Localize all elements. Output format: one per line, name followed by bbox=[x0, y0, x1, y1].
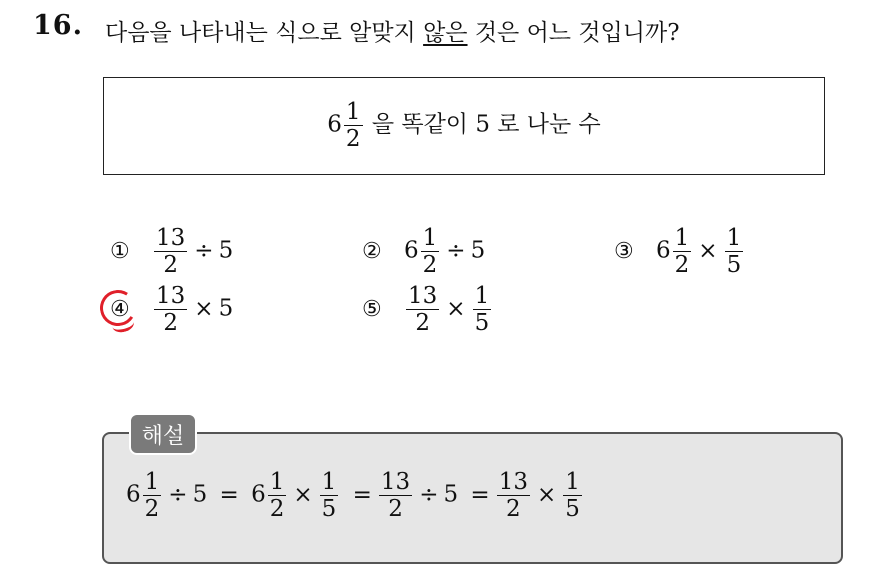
choice-marker: ③ bbox=[614, 238, 634, 264]
mixed-whole: 6 bbox=[126, 481, 141, 508]
operand: 5 bbox=[470, 237, 486, 264]
fraction-numerator: 1 bbox=[321, 469, 337, 495]
choice-marker: ① bbox=[110, 238, 130, 264]
solution-fraction bbox=[497, 470, 530, 521]
question-text-underlined: 않은 bbox=[423, 20, 468, 46]
problem-box bbox=[103, 77, 825, 175]
choice-fraction bbox=[406, 284, 439, 335]
fraction-numerator: 1 bbox=[144, 469, 160, 495]
fraction-denominator: 2 bbox=[388, 496, 403, 523]
mixed-whole: 6 bbox=[656, 237, 671, 264]
solution-equation bbox=[126, 470, 584, 521]
fraction-numerator: 1 bbox=[269, 469, 285, 495]
problem-text: 을 똑같이 5 로 나눈 수 bbox=[371, 111, 601, 138]
operator: × bbox=[698, 237, 718, 264]
choice-fraction bbox=[154, 284, 187, 335]
operator: ÷ bbox=[446, 237, 466, 264]
question-text bbox=[105, 14, 680, 47]
choice-marker: ④ bbox=[110, 296, 130, 322]
fraction-numerator: 13 bbox=[408, 283, 438, 309]
operand: 5 bbox=[443, 481, 459, 508]
question-text-before: 다음을 나타내는 식으로 알맞지 bbox=[105, 20, 424, 46]
fraction-numerator: 13 bbox=[498, 469, 528, 495]
fraction-denominator: 5 bbox=[726, 252, 742, 279]
problem-statement bbox=[104, 100, 824, 151]
operand: 5 bbox=[192, 481, 208, 508]
choice-fraction bbox=[673, 226, 692, 277]
fraction-numerator: 1 bbox=[474, 283, 490, 309]
choice-fraction bbox=[421, 226, 440, 277]
fraction-numerator: 1 bbox=[674, 225, 690, 251]
solution-tag: 해설 bbox=[129, 413, 197, 455]
equals-sign: = bbox=[352, 481, 372, 508]
choice-5[interactable] bbox=[362, 284, 493, 335]
fraction-numerator: 13 bbox=[156, 225, 186, 251]
fraction-numerator: 1 bbox=[726, 225, 742, 251]
mixed-whole: 6 bbox=[404, 237, 419, 264]
operand: 5 bbox=[218, 237, 234, 264]
solution-fraction bbox=[563, 470, 582, 521]
solution-fraction bbox=[320, 470, 339, 521]
mixed-whole: 6 bbox=[251, 481, 266, 508]
operator: ÷ bbox=[419, 481, 439, 508]
equals-sign: = bbox=[470, 481, 490, 508]
solution-fraction bbox=[143, 470, 162, 521]
fraction-denominator: 2 bbox=[345, 126, 361, 153]
operator: × bbox=[446, 295, 466, 322]
fraction-denominator: 2 bbox=[422, 252, 438, 279]
fraction-denominator: 2 bbox=[506, 496, 521, 523]
fraction-numerator: 1 bbox=[422, 225, 438, 251]
mixed-fraction bbox=[344, 100, 363, 151]
fraction-numerator: 1 bbox=[345, 99, 361, 125]
fraction-denominator: 2 bbox=[269, 496, 285, 523]
operator: × bbox=[293, 481, 313, 508]
fraction-numerator: 13 bbox=[380, 469, 411, 495]
equals-sign: = bbox=[219, 481, 239, 508]
choice-marker: ⑤ bbox=[362, 296, 382, 322]
operator: × bbox=[536, 481, 557, 508]
fraction-denominator: 5 bbox=[565, 496, 580, 523]
fraction-denominator: 2 bbox=[163, 252, 178, 279]
choice-2[interactable] bbox=[362, 226, 485, 277]
solution-fraction bbox=[268, 470, 287, 521]
operator: ÷ bbox=[194, 237, 214, 264]
operand-fraction bbox=[473, 284, 492, 335]
operand: 5 bbox=[218, 295, 234, 322]
solution-fraction bbox=[379, 470, 412, 521]
fraction-denominator: 2 bbox=[144, 496, 160, 523]
question-text-after: 것은 어느 것입니까? bbox=[467, 20, 680, 46]
operator: × bbox=[194, 295, 214, 322]
fraction-denominator: 2 bbox=[415, 310, 430, 337]
choice-3[interactable] bbox=[614, 226, 745, 277]
fraction-denominator: 5 bbox=[474, 310, 490, 337]
fraction-denominator: 5 bbox=[321, 496, 337, 523]
fraction-numerator: 13 bbox=[156, 283, 186, 309]
question-number: 16. bbox=[33, 10, 83, 41]
choice-fraction bbox=[154, 226, 187, 277]
fraction-denominator: 2 bbox=[674, 252, 690, 279]
operand-fraction bbox=[725, 226, 744, 277]
fraction-numerator: 1 bbox=[565, 469, 580, 495]
choice-marker: ② bbox=[362, 238, 382, 264]
fraction-denominator: 2 bbox=[163, 310, 178, 337]
choice-1[interactable] bbox=[110, 226, 233, 277]
mixed-whole: 6 bbox=[327, 111, 342, 138]
operator: ÷ bbox=[168, 481, 188, 508]
